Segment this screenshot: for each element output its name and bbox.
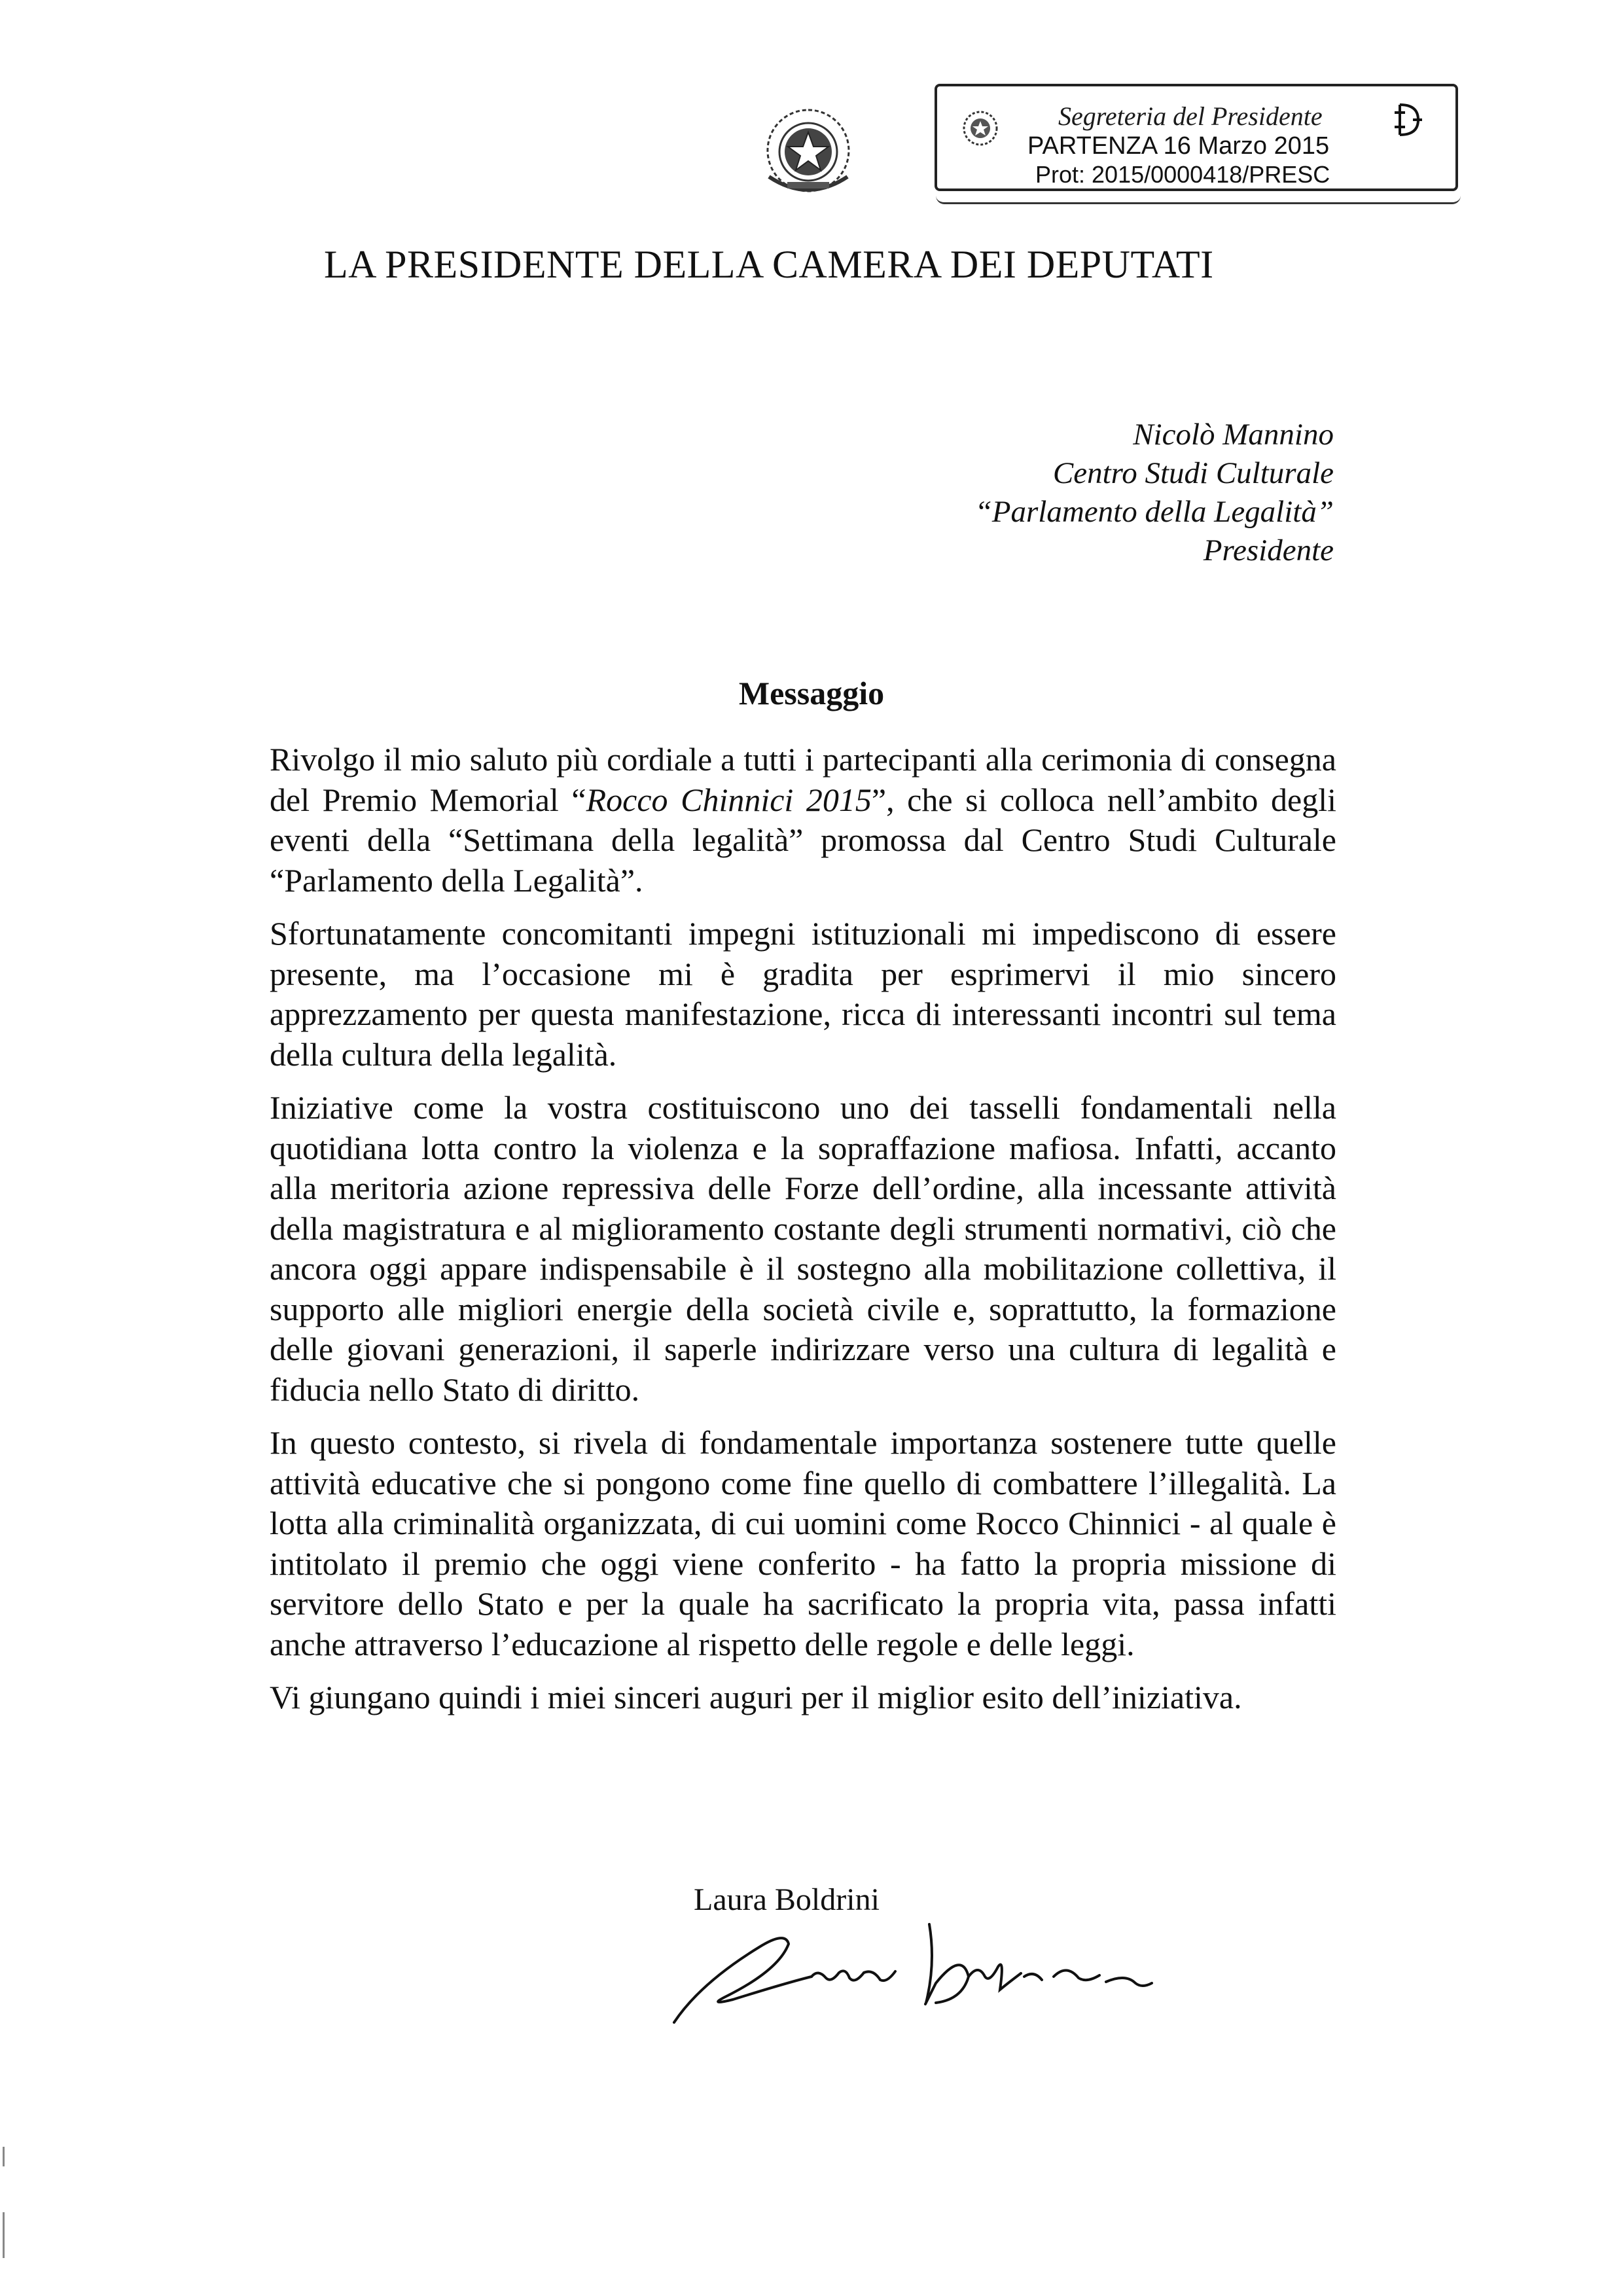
message-body bbox=[270, 740, 1336, 1731]
chamber-logo-icon bbox=[1392, 99, 1423, 140]
paragraph-3: Iniziative come la vostra costituiscono uno dei tasselli fondamentali nella quotidiana lotta contro la violenza e la sopraffazione mafiosa. Infatti, accanto alla meritoria azione repressiva delle Forze dell’ordine, alla incessante attività della magistratura e al miglioramento costante degli strumenti normativi, ciò che ancora oggi appare indispensabile è il sostegno alla mobilitazione collettiva, il supporto alle migliori energie della società civile e, soprattutto, la formazione delle giovani generazioni, il saperle indirizzare verso una cultura di legalità e fiducia nello Stato di diritto. bbox=[270, 1089, 1336, 1408]
protocol-stamp bbox=[935, 84, 1458, 191]
page-title: LA PRESIDENTE DELLA CAMERA DEI DEPUTATI bbox=[324, 243, 1214, 286]
recipient-block bbox=[975, 416, 1334, 570]
paragraph-1-start: Rivolgo il mio saluto più cordiale a tutti i partecipanti alla cerimonia di consegna del Premio Memorial “ bbox=[270, 741, 1336, 818]
scan-edge-mark bbox=[3, 2212, 5, 2258]
stamp-office: Segreteria del Presidente bbox=[1058, 101, 1323, 131]
stamp-protocol-number: Prot: 2015/0000418/PRESC bbox=[1035, 161, 1330, 188]
scan-edge-mark bbox=[3, 2147, 5, 2166]
paragraph-1-end: ”, che si colloca nell’ambito degli eventi della “Settimana della legalità” promossa dal Centro Studi Culturale “Parlamento della Legalità”. bbox=[270, 781, 1336, 899]
chamber-seal-icon bbox=[962, 110, 999, 147]
stamp-status: PARTENZA 16 Marzo 2015 bbox=[1027, 132, 1330, 160]
paragraph-4: In questo contesto, si rivela di fondamentale importanza sostenere tutte quelle attività educative che si pongono come fine quello di combattere l’illegalità. La lotta alla criminalità organizzata, di cui uomini come Rocco Chinnici - al quale è intitolato il premio che oggi viene conferito - ha fatto la propria missione di servitore dello Stato e per la quale ha sacrificato la propria vita, passa infatti anche attraverso l’educazione al rispetto delle regole e delle leggi. bbox=[270, 1424, 1336, 1662]
award-name: Rocco Chinnici 2015 bbox=[586, 781, 872, 818]
italian-republic-emblem-icon bbox=[756, 105, 861, 203]
handwritten-signature bbox=[654, 1885, 1178, 2036]
paragraph-5: Vi giungano quindi i miei sinceri auguri per il miglior esito dell’iniziativa. bbox=[270, 1679, 1242, 1715]
recipient-organization-name: “Parlamento della Legalità” bbox=[974, 495, 1334, 529]
paragraph-2: Sfortunatamente concomitanti impegni istituzionali mi impediscono di essere presente, ma l’occasione mi è gradita per esprimervi il mio sincero apprezzamento per questa manifestazione, ricca di interessanti incontri sul tema della cultura della legalità. bbox=[270, 915, 1336, 1073]
message-title: Messaggio bbox=[738, 675, 885, 711]
signatory-name: Laura Boldrini bbox=[694, 1882, 880, 1917]
paragraph-1 bbox=[270, 740, 1336, 901]
recipient-role: Presidente bbox=[1203, 533, 1334, 567]
recipient-organization: Centro Studi Culturale bbox=[1052, 456, 1334, 490]
recipient-name: Nicolò Mannino bbox=[1133, 418, 1334, 452]
